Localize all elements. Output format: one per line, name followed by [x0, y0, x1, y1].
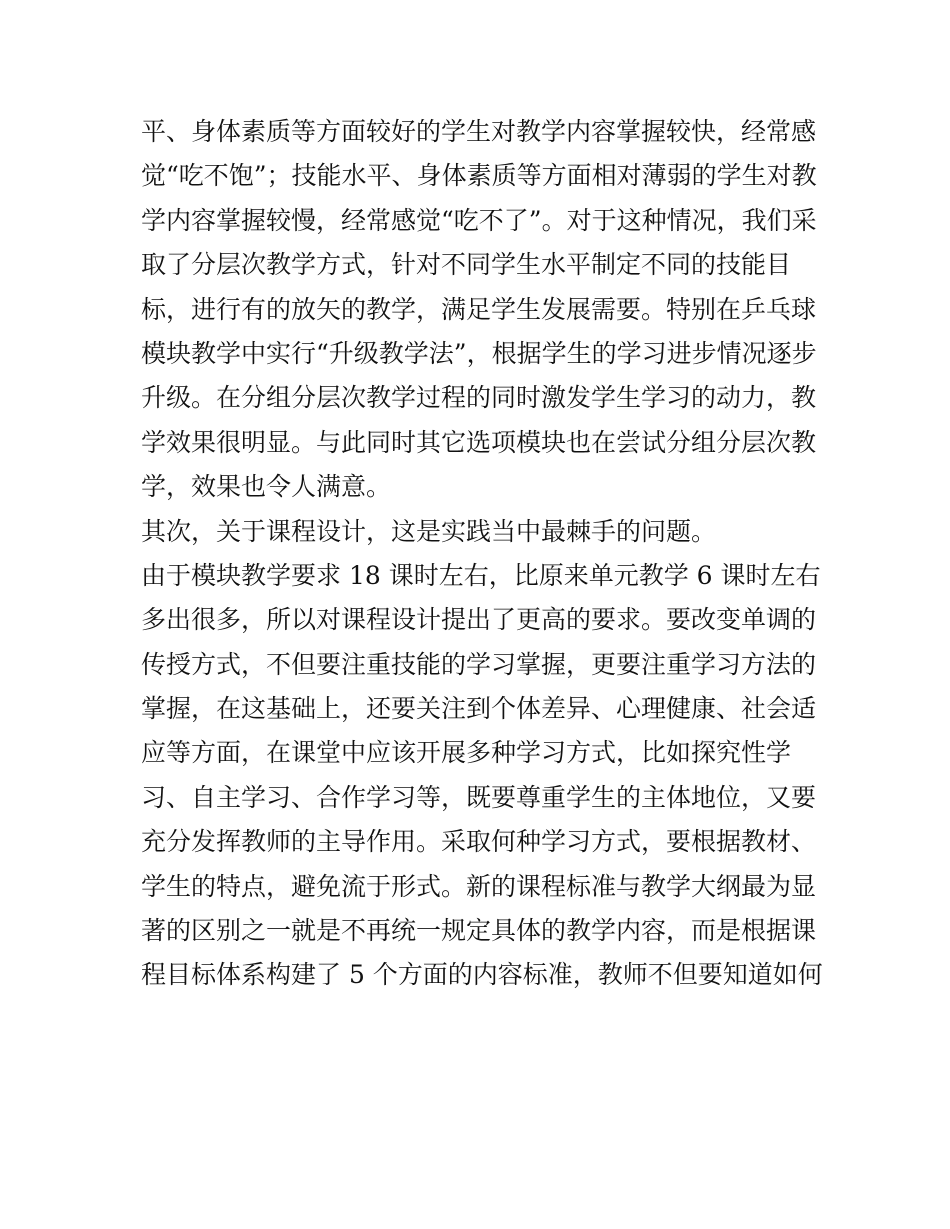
text-line: 充分发挥教师的主导作用。采取何种学习方式，要根据教材、 — [141, 827, 817, 857]
text-line: 其次，关于课程设计，这是实践当中最棘手的问题。 — [141, 516, 717, 546]
text-line: 平、身体素质等方面较好的学生对教学内容掌握较快，经常感 — [141, 117, 817, 146]
text-line: 学效果很明显。与此同时其它选项模块也在尝试分组分层次教 — [141, 427, 817, 457]
text-line: 取了分层次教学方式，针对不同学生水平制定不同的技能目 — [141, 250, 792, 280]
text-line: 由于模块教学要求 18 课时左右，比原来单元教学 6 课时左右 — [141, 560, 821, 590]
text-line: 应等方面，在课堂中应该开展多种学习方式，比如探究性学 — [141, 738, 792, 768]
text-line: 学，效果也令人满意。 — [141, 472, 392, 502]
text-line: 学生的特点，避免流于形式。新的课程标准与教学大纲最为显 — [141, 871, 817, 901]
text-line: 模块教学中实行“升级教学法”，根据学生的学习进步情况逐步 — [141, 338, 817, 368]
text-line: 习、自主学习、合作学习等，既要尊重学生的主体地位，又要 — [141, 782, 817, 812]
text-line: 标，进行有的放矢的教学，满足学生发展需要。特别在乒乓球 — [141, 294, 817, 324]
text-line: 掌握，在这基础上，还要关注到个体差异、心理健康、社会适 — [141, 694, 817, 724]
text-line: 学内容掌握较慢，经常感觉“吃不了”。对于这种情况，我们采 — [141, 205, 817, 235]
text-line: 传授方式，不但要注重技能的学习掌握，更要注重学习方法的 — [141, 649, 817, 679]
body-text — [141, 110, 821, 998]
text-line: 觉“吃不饱”；技能水平、身体素质等方面相对薄弱的学生对教 — [141, 161, 817, 191]
text-line: 程目标体系构建了 5 个方面的内容标准，教师不但要知道如何 — [141, 960, 823, 990]
text-line: 多出很多，所以对课程设计提出了更高的要求。要改变单调的 — [141, 605, 817, 635]
text-line: 著的区别之一就是不再统一规定具体的教学内容，而是根据课 — [141, 916, 817, 946]
text-line: 升级。在分组分层次教学过程的同时激发学生学习的动力，教 — [141, 383, 817, 413]
